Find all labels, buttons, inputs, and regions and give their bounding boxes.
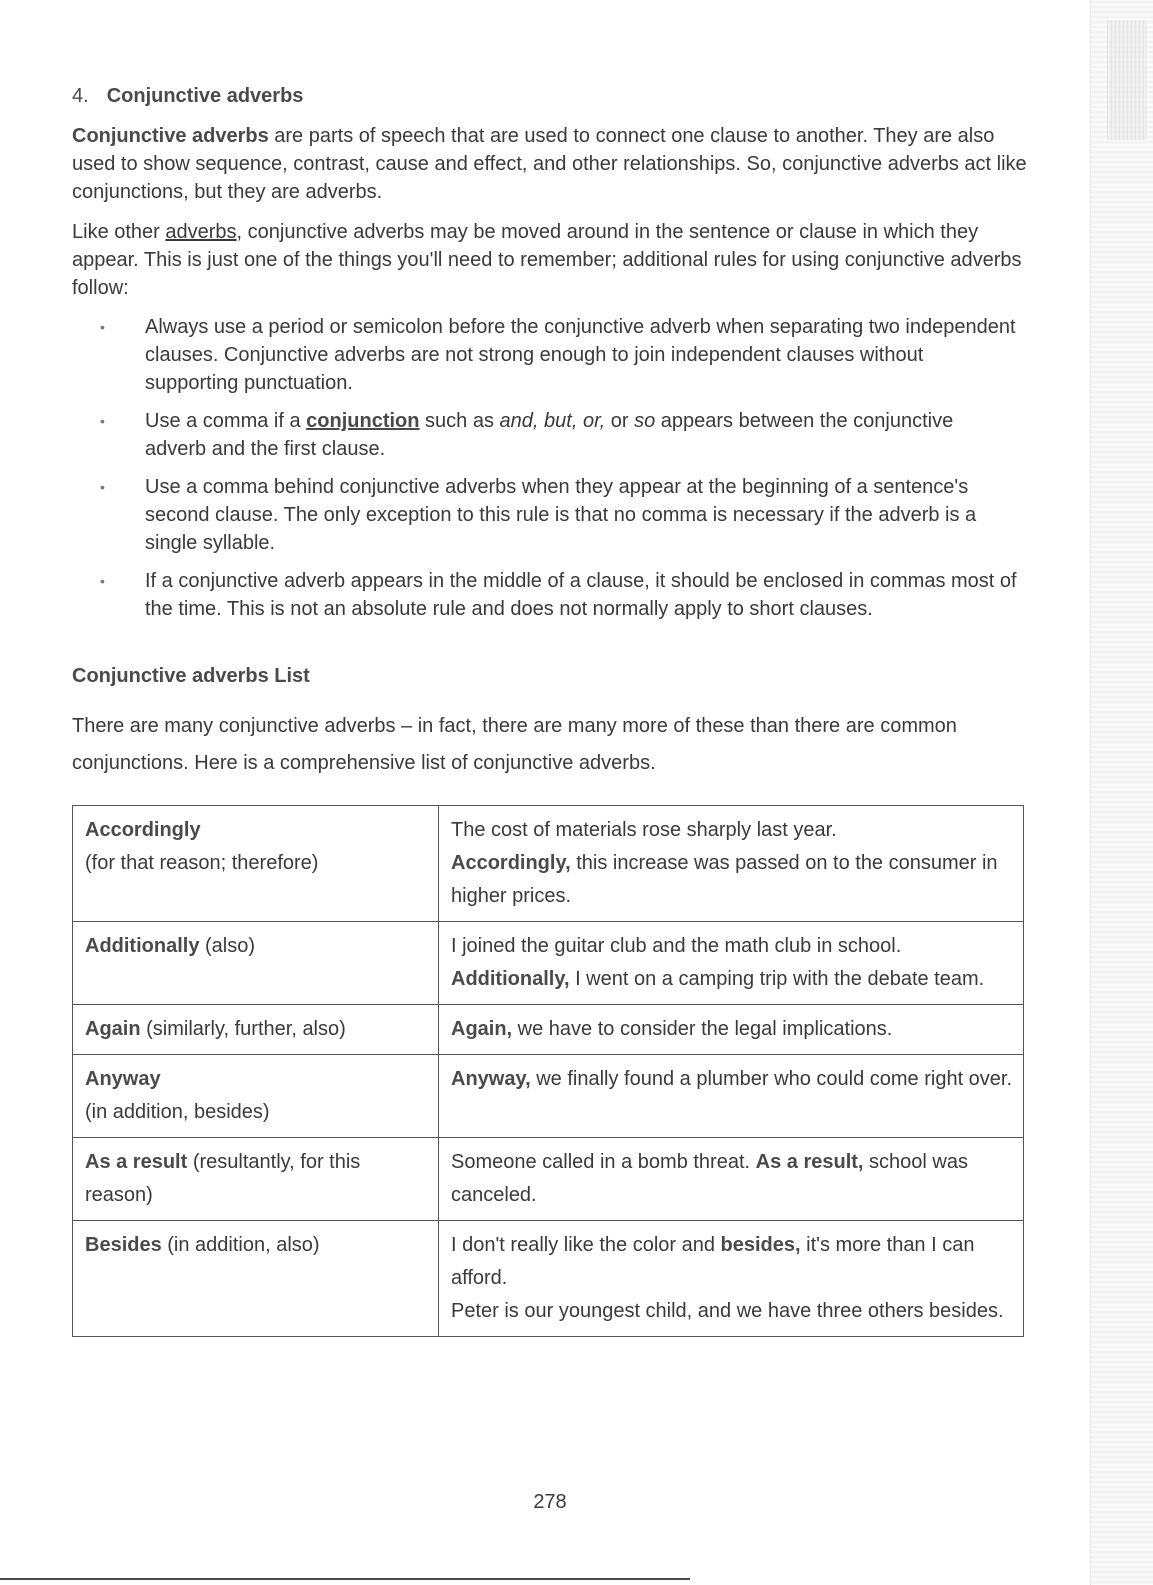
term-gloss: (for that reason; therefore) [85,852,319,874]
rule-text-1: Always use a period or semicolon before the conjunctive adverb when separating two independent clauses. Conjunctive adverbs are not strong enough to join independent clauses without supporting punctuation. [145,316,1016,394]
bullet-icon: • [100,573,105,589]
second-text: , conjunctive adverbs may be moved around in the sentence or clause in which they appear. This is just one of the things you'll need to remember; additional rules for using conjunctive adverbs follow: [72,221,1022,299]
page-number: 278 [533,1491,567,1513]
example-cell [439,922,1024,1005]
table-row [73,806,1024,922]
adverbs-table [72,805,1024,1337]
term-word: Anyway [85,1068,161,1090]
example-text: The cost of materials rose sharply last year. [451,819,837,841]
intro-text: are parts of speech that are used to connect one clause to another. They are also used to show sequence, contrast, cause and effect, and other relationships. So, conjunctive adverbs act like conjunctions, but they are adverbs. [72,125,1027,203]
example-text: it's more than I can afford. [451,1234,975,1289]
rule-2-part-d: appears between the conjunctive adverb and the first clause. [145,410,954,460]
rule-2-part-a: Use a comma if a [145,410,307,432]
term-word: As a result [85,1151,188,1173]
term-word: Additionally [85,935,200,957]
term-word: Besides [85,1234,162,1256]
rule-text-4: If a conjunctive adverb appears in the middle of a clause, it should be enclosed in commas most of the time. This is not an absolute rule and does not normally apply to short clauses. [145,570,1017,620]
list-intro: There are many conjunctive adverbs – in fact, there are many more of these than there are common conjunctions. Here is a comprehensive list of conjunctive adverbs. [72,715,957,774]
second-prefix: Like other [72,221,166,243]
example-text: I went on a camping trip with the debate team. [569,968,985,990]
term-gloss: (in addition, also) [161,1234,320,1256]
rule-item-3 [98,473,1018,557]
example-keyword: As a result, [755,1151,864,1173]
term-cell [73,922,439,1005]
example-text: we finally found a plumber who could come right over. [530,1068,1013,1090]
adverbs-link[interactable]: adverbs [165,221,237,243]
section-title-text: Conjunctive adverbs [106,85,304,107]
term-cell [73,1055,439,1138]
example-keyword: Again, [451,1018,513,1040]
scan-edge [1090,0,1153,1585]
conjunction-link[interactable]: conjunction [306,410,420,432]
intro-lead-term: Conjunctive adverbs [72,125,269,147]
rule-text-3: Use a comma behind conjunctive adverbs when they appear at the beginning of a sentence's second clause. The only exception to this rule is that no comma is necessary if the adverb is a single syllable. [145,476,977,554]
rule-item-4 [98,567,1018,623]
example-keyword: besides, [720,1234,801,1256]
bottom-rule [0,1578,690,1580]
term-gloss: (resultantly, for this reason) [85,1151,361,1206]
bullet-icon: • [100,479,105,495]
rule-2-part-b: such as [419,410,500,432]
example-text: school was canceled. [451,1151,968,1206]
table-row [73,922,1024,1005]
example-text: Peter is our youngest child, and we have three others besides. [451,1300,1004,1322]
term-cell [73,806,439,922]
table-row [73,1005,1024,1055]
rules-list [98,313,1018,633]
scan-smudge [1107,20,1147,140]
rule-item-1 [98,313,1018,397]
example-text: Someone called in a bomb threat. [451,1151,756,1173]
list-heading: Conjunctive adverbs List [72,665,310,687]
term-cell [73,1138,439,1221]
term-word: Accordingly [85,819,201,841]
rule-2-part-c: or [605,410,635,432]
table-row [73,1055,1024,1138]
example-cell [439,1055,1024,1138]
term-gloss: (in addition, besides) [85,1101,270,1123]
term-gloss: (similarly, further, also) [140,1018,346,1040]
rule-2-words-1: and, but, or, [499,410,606,432]
section-title [72,82,303,110]
section-number: 4. [72,85,89,107]
term-word: Again [85,1018,141,1040]
example-cell [439,806,1024,922]
bullet-icon: • [100,413,105,429]
example-cell [439,1221,1024,1337]
example-cell [439,1005,1024,1055]
example-text: I don't really like the color and [451,1234,721,1256]
table-row [73,1138,1024,1221]
rule-item-2 [98,407,1018,463]
term-cell [73,1221,439,1337]
bullet-icon: • [100,319,105,335]
example-text: I joined the guitar club and the math club in school. [451,935,902,957]
example-keyword: Accordingly, [451,852,571,874]
rule-2-words-2: so [634,410,656,432]
example-keyword: Anyway, [451,1068,531,1090]
example-cell [439,1138,1024,1221]
example-text: we have to consider the legal implications. [512,1018,893,1040]
term-gloss: (also) [199,935,256,957]
second-paragraph [72,218,1032,302]
term-cell [73,1005,439,1055]
example-text: this increase was passed on to the consumer in higher prices. [451,852,998,907]
table-row [73,1221,1024,1337]
example-keyword: Additionally, [451,968,570,990]
intro-paragraph [72,122,1032,206]
